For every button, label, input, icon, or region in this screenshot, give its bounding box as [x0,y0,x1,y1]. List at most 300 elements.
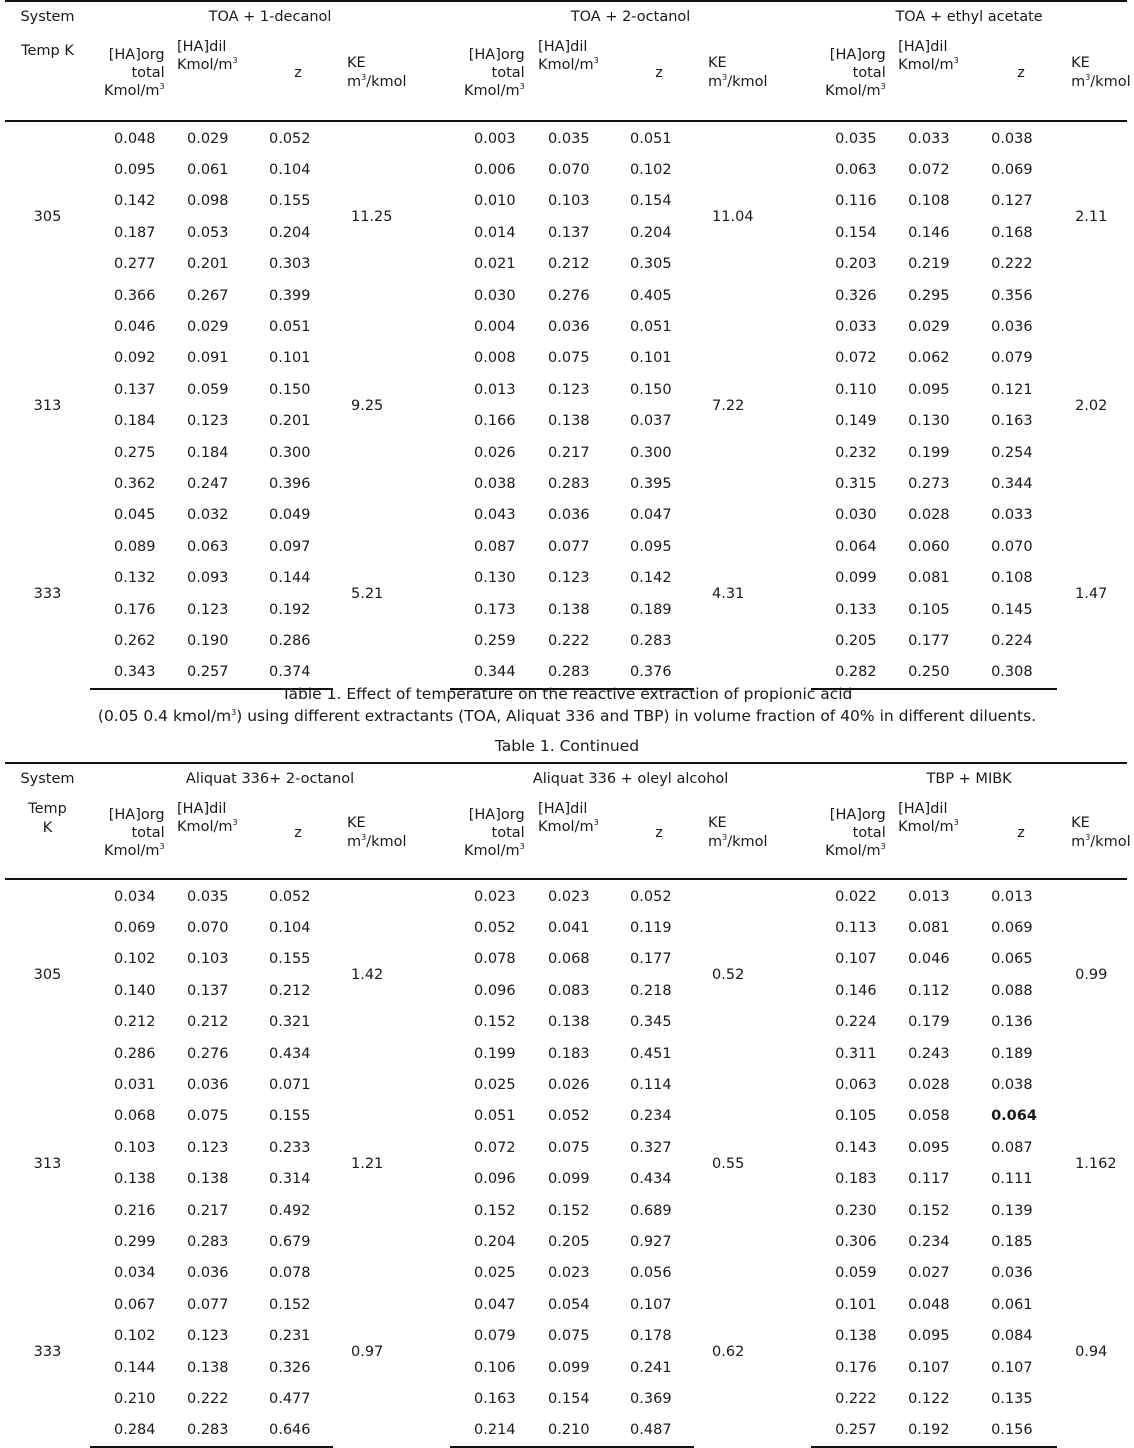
value-cell: 0.927 [630,1233,672,1250]
value-cell: 0.192 [269,601,311,618]
value-cell: 0.008 [474,350,516,367]
value-cell: 0.679 [269,1233,311,1250]
value-cell: 0.075 [548,1139,590,1156]
value-cell: 0.111 [991,1171,1033,1188]
table-1-wrap [5,0,1131,690]
value-cell: 0.283 [548,475,590,492]
value-cell: 0.231 [269,1328,311,1345]
value-cell: 0.108 [991,570,1033,587]
value-cell: 0.068 [548,951,590,968]
system-name: TBP + MIBK [811,763,1127,794]
value-cell: 0.095 [114,162,156,179]
value-cell: 0.047 [474,1296,516,1313]
value-cell: 0.234 [908,1233,950,1250]
value-cell: 0.052 [548,1108,590,1125]
header-text: Kmol/m [538,819,594,835]
value-cell: 0.184 [187,444,229,461]
value-cell: 0.034 [114,1265,156,1282]
header-text: /kmol [727,834,768,850]
table-continued-caption: Table 1. Continued [494,737,640,755]
value-cell: 0.138 [114,1171,156,1188]
superscript: 3 [722,833,728,843]
value-cell: 0.156 [985,1415,1057,1447]
value-cell: 0.230 [835,1202,877,1219]
value-cell: 0.106 [474,1359,516,1376]
value-cell: 0.222 [991,256,1033,273]
value-cell: 0.123 [187,1328,229,1345]
value-cell: 0.075 [548,350,590,367]
header-text: Kmol/m [825,842,881,859]
ke-value-cell: 0.97 [351,1344,384,1361]
table-row [5,311,1127,342]
value-cell: 0.138 [835,1328,877,1345]
table-row [5,121,1127,154]
header-text: total [131,64,165,81]
header-text: total [491,824,525,841]
value-cell: 0.035 [835,130,877,147]
value-cell: 0.061 [991,1296,1033,1313]
value-cell: 0.142 [630,570,672,587]
value-cell: 0.053 [187,224,229,241]
value-cell: 0.212 [187,1014,229,1031]
value-cell: 0.183 [548,1045,590,1062]
table-row [5,343,1127,374]
value-cell: 0.045 [114,507,156,524]
table-row [5,944,1127,975]
table-row [5,1415,1127,1447]
value-cell: 0.222 [187,1390,229,1407]
value-cell: 0.314 [269,1171,311,1188]
ke-header [694,794,811,879]
value-cell: 0.217 [187,1202,229,1219]
value-cell: 0.201 [269,413,311,430]
value-cell: 0.064 [835,538,877,555]
value-cell: 0.101 [835,1296,877,1313]
superscript: 3 [1085,73,1091,83]
value-cell: 0.098 [187,193,229,210]
header-text: KE [1071,55,1090,71]
value-cell: 0.139 [991,1202,1033,1219]
value-cell: 0.110 [835,381,877,398]
header-text: [HA]org [468,806,525,823]
value-cell: 0.150 [630,381,672,398]
table-row [5,217,1127,248]
value-cell: 0.283 [538,657,624,689]
value-cell: 0.003 [474,130,516,147]
table-row [5,1352,1127,1383]
header-text: m [1071,834,1086,850]
value-cell: 0.214 [450,1415,538,1447]
value-cell: 0.036 [187,1265,229,1282]
value-cell: 0.096 [474,982,516,999]
value-cell: 0.049 [269,507,311,524]
value-cell: 0.247 [187,475,229,492]
header-text: /kmol [727,74,768,90]
value-cell: 0.199 [908,444,950,461]
value-cell: 0.119 [630,920,672,937]
value-cell: 0.212 [114,1014,156,1031]
ha-dil-label [898,800,959,836]
value-cell: 0.183 [835,1171,877,1188]
header-text: total [852,824,886,841]
value-cell: 0.689 [630,1202,672,1219]
temperature-cell: 305 [33,209,62,226]
superscript: 3 [159,81,165,91]
ke-value-cell: 1.162 [1075,1155,1117,1172]
table-row [5,1007,1127,1038]
value-cell: 0.173 [474,601,516,618]
value-cell: 0.176 [835,1359,877,1376]
value-cell: 0.063 [187,538,229,555]
value-cell: 0.091 [187,350,229,367]
table-row [5,437,1127,468]
value-cell: 0.178 [630,1328,672,1345]
value-cell: 0.070 [548,162,590,179]
value-cell: 0.047 [630,507,672,524]
value-cell: 0.033 [835,319,877,336]
value-cell: 0.063 [835,1077,877,1094]
value-cell: 0.327 [630,1139,672,1156]
value-cell: 0.137 [187,982,229,999]
value-cell: 0.010 [474,193,516,210]
value-cell: 0.069 [991,920,1033,937]
header-text: Kmol/m [464,842,520,859]
value-cell: 0.062 [908,350,950,367]
z-header: z [624,32,694,121]
value-cell: 0.138 [548,601,590,618]
value-cell: 0.023 [548,888,590,905]
value-cell: 0.210 [114,1390,156,1407]
temp-header-line: Temp [28,801,67,817]
value-cell: 0.154 [548,1390,590,1407]
value-cell: 0.434 [269,1045,311,1062]
value-cell: 0.036 [548,507,590,524]
value-cell: 0.135 [991,1390,1033,1407]
value-cell: 0.052 [474,920,516,937]
header-text: KE [708,55,727,71]
value-cell: 0.101 [630,350,672,367]
value-cell: 0.243 [908,1045,950,1062]
header-text: KE [1071,815,1090,831]
ha-org-label [825,806,886,860]
value-cell: 0.030 [474,287,516,304]
value-cell: 0.051 [474,1108,516,1125]
header-text: KE [347,815,366,831]
table-caption: Table 1. Effect of temperature on the reactive extraction of propionic acid [281,685,853,703]
value-cell: 0.276 [187,1045,229,1062]
value-cell: 0.137 [548,224,590,241]
header-text: Kmol/m [898,819,954,835]
ha-dil-header [177,32,263,121]
value-cell: 0.259 [474,632,516,649]
value-cell: 0.210 [538,1415,624,1447]
value-cell: 0.032 [187,507,229,524]
header-text: [HA]org [468,46,525,63]
table-row [5,468,1127,499]
value-cell: 0.095 [908,1328,950,1345]
value-cell: 0.083 [548,982,590,999]
value-cell: 0.072 [474,1139,516,1156]
value-cell: 0.127 [991,193,1033,210]
value-cell: 0.108 [908,193,950,210]
ha-dil-header [538,794,624,879]
superscript: 3 [1085,833,1091,843]
value-cell: 0.138 [548,1014,590,1031]
value-cell: 0.070 [187,920,229,937]
header-text: Kmol/m [898,57,954,73]
ke-value-cell: 1.21 [351,1155,384,1172]
value-cell: 0.023 [474,888,516,905]
value-cell: 0.144 [114,1359,156,1376]
system-name: TOA + ethyl acetate [811,1,1127,32]
value-cell: 0.099 [548,1359,590,1376]
value-cell: 0.487 [624,1415,694,1447]
value-cell: 0.103 [187,951,229,968]
table-row [5,1101,1127,1132]
value-cell: 0.219 [908,256,950,273]
value-cell: 0.150 [269,381,311,398]
value-cell: 0.079 [991,350,1033,367]
ke-header [333,794,450,879]
header-text: Kmol/m [464,82,520,99]
value-cell: 0.104 [269,920,311,937]
value-cell: 0.029 [908,319,950,336]
header-text: [HA]org [108,806,165,823]
value-cell: 0.132 [114,570,156,587]
value-cell: 0.286 [114,1045,156,1062]
value-cell: 0.046 [114,319,156,336]
value-cell: 0.078 [269,1265,311,1282]
value-cell: 0.069 [114,920,156,937]
value-cell: 0.051 [630,319,672,336]
value-cell: 0.026 [474,444,516,461]
superscript: 3 [159,841,165,851]
value-cell: 0.205 [548,1233,590,1250]
superscript: 3 [953,56,959,66]
ha-org-header [90,794,177,879]
ke-value-cell: 2.02 [1075,397,1108,414]
table-row [5,912,1127,943]
temperature-cell: 313 [33,397,62,414]
value-cell: 0.155 [269,193,311,210]
value-cell: 0.232 [835,444,877,461]
temperature-cell: 333 [33,1344,62,1361]
value-cell: 0.138 [187,1171,229,1188]
value-cell: 0.052 [269,888,311,905]
value-cell: 0.052 [269,130,311,147]
value-cell: 0.123 [187,1139,229,1156]
ke-value-cell: 0.52 [712,967,745,984]
value-cell: 0.065 [991,951,1033,968]
value-cell: 0.257 [811,1415,898,1447]
value-cell: 0.146 [908,224,950,241]
header-text: [HA]org [829,46,886,63]
superscript: 3 [593,818,599,828]
value-cell: 0.054 [548,1296,590,1313]
value-cell: 0.303 [269,256,311,273]
value-cell: 0.163 [991,413,1033,430]
ke-value-cell: 9.25 [351,397,384,414]
caption-text: (0.05 0.4 kmol/m [97,707,232,725]
value-cell: 0.326 [269,1359,311,1376]
header-text: Kmol/m [104,842,160,859]
value-cell: 0.282 [811,657,898,689]
table-row [5,1383,1127,1414]
value-cell: 0.107 [835,951,877,968]
value-cell: 0.070 [991,538,1033,555]
value-cell: 0.305 [630,256,672,273]
value-cell: 0.013 [991,888,1033,905]
value-cell: 0.345 [630,1014,672,1031]
value-cell: 0.295 [908,287,950,304]
value-cell: 0.121 [991,381,1033,398]
value-cell: 0.492 [269,1202,311,1219]
value-cell: 0.217 [548,444,590,461]
value-cell: 0.092 [114,350,156,367]
z-header: z [263,32,333,121]
value-cell: 0.434 [630,1171,672,1188]
value-cell: 0.187 [114,224,156,241]
value-cell: 0.203 [835,256,877,273]
value-cell: 0.262 [114,632,156,649]
ha-dil-header [177,794,263,879]
ha-dil-label [177,38,238,74]
value-cell: 0.234 [630,1108,672,1125]
ha-org-label [104,46,165,100]
value-cell: 0.014 [474,224,516,241]
value-cell: 0.041 [548,920,590,937]
value-cell: 0.107 [630,1296,672,1313]
z-header: z [985,32,1057,121]
value-cell: 0.143 [835,1139,877,1156]
header-text: [HA]dil [898,801,948,817]
header-text: [HA]org [108,46,165,63]
value-cell: 0.060 [908,538,950,555]
value-cell: 0.204 [630,224,672,241]
value-cell: 0.052 [630,888,672,905]
value-cell: 0.029 [187,130,229,147]
ke-value-cell: 2.11 [1075,209,1108,226]
value-cell: 0.036 [187,1077,229,1094]
value-cell: 0.103 [548,193,590,210]
value-cell: 0.257 [177,657,263,689]
value-cell: 0.216 [114,1202,156,1219]
value-cell: 0.075 [187,1108,229,1125]
value-cell: 0.123 [548,570,590,587]
ha-org-header [811,794,898,879]
table-row [5,531,1127,562]
table-row [5,1132,1127,1163]
value-cell: 0.152 [548,1202,590,1219]
header-text: [HA]dil [177,801,227,817]
value-cell: 0.102 [114,951,156,968]
value-cell: 0.204 [474,1233,516,1250]
value-cell: 0.025 [474,1077,516,1094]
value-cell: 0.286 [269,632,311,649]
ha-dil-header [898,32,985,121]
superscript: 3 [232,818,238,828]
superscript: 3 [232,56,238,66]
value-cell: 0.036 [548,319,590,336]
value-cell: 0.051 [269,319,311,336]
value-cell: 0.343 [90,657,177,689]
table-row [5,975,1127,1006]
value-cell: 0.152 [269,1296,311,1313]
value-cell: 0.071 [269,1077,311,1094]
value-cell: 0.152 [908,1202,950,1219]
value-cell: 0.093 [187,570,229,587]
value-cell: 0.306 [835,1233,877,1250]
value-cell: 0.048 [114,130,156,147]
value-cell: 0.136 [991,1014,1033,1031]
header-text: total [131,824,165,841]
ha-dil-label [538,38,599,74]
value-cell: 0.396 [269,475,311,492]
value-cell: 0.029 [187,319,229,336]
header-text: [HA]dil [898,39,948,55]
ke-value-cell: 0.55 [712,1155,745,1172]
value-cell: 0.036 [991,1265,1033,1282]
value-cell: 0.068 [114,1108,156,1125]
value-cell: 0.163 [474,1390,516,1407]
table-caption-line-2 [0,705,1134,727]
value-cell: 0.038 [991,1077,1033,1094]
value-cell: 0.142 [114,193,156,210]
value-cell: 0.096 [474,1171,516,1188]
value-cell: 0.021 [474,256,516,273]
header-text: [HA]dil [538,801,588,817]
value-cell: 0.222 [835,1390,877,1407]
table-row [5,1226,1127,1257]
value-cell: 0.275 [114,444,156,461]
header-text: Kmol/m [177,57,233,73]
value-cell: 0.204 [269,224,311,241]
value-cell: 0.043 [474,507,516,524]
value-cell: 0.276 [548,287,590,304]
superscript: 3 [880,81,886,91]
value-cell: 0.081 [908,570,950,587]
ha-org-header [811,32,898,121]
value-cell: 0.146 [835,982,877,999]
value-cell: 0.201 [187,256,229,273]
value-cell: 0.105 [908,601,950,618]
value-cell: 0.084 [991,1328,1033,1345]
value-cell: 0.154 [835,224,877,241]
value-cell: 0.133 [835,601,877,618]
ke-value-cell: 0.94 [1075,1344,1108,1361]
value-cell: 0.224 [991,632,1033,649]
value-cell: 0.315 [835,475,877,492]
value-cell: 0.205 [835,632,877,649]
value-cell: 0.025 [474,1265,516,1282]
value-cell: 0.152 [474,1202,516,1219]
value-cell: 0.250 [898,657,985,689]
table-1-continued-wrap [5,762,1131,1448]
value-cell: 0.395 [630,475,672,492]
value-cell: 0.116 [835,193,877,210]
value-cell: 0.099 [835,570,877,587]
table-row [5,1289,1127,1320]
value-cell: 0.477 [269,1390,311,1407]
value-cell: 0.130 [908,413,950,430]
value-cell: 0.078 [474,951,516,968]
value-cell: 0.033 [991,507,1033,524]
value-cell: 0.123 [187,601,229,618]
value-cell: 0.033 [908,130,950,147]
temp-header: Temp K [5,32,90,121]
table-row [5,625,1127,656]
value-cell: 0.344 [450,657,538,689]
